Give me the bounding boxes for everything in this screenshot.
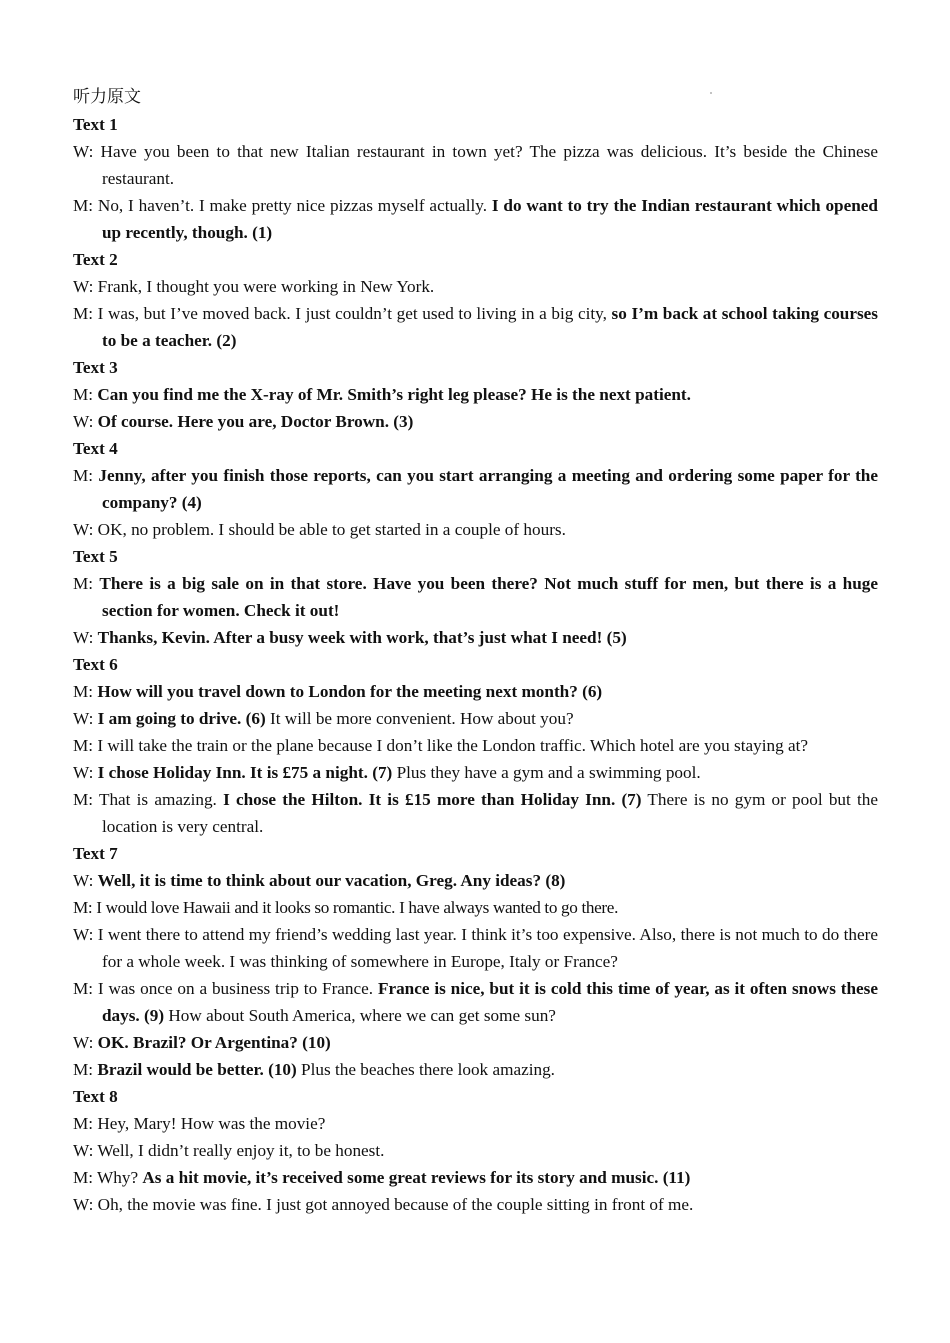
dialogue-line xyxy=(73,570,878,624)
dialogue-text: Plus they have a gym and a swimming pool. xyxy=(392,763,701,782)
dialogue-text: M: xyxy=(73,466,99,485)
dialogue-text: M: Hey, Mary! How was the movie? xyxy=(73,1114,326,1133)
dialogue-text: M: I was, but I’ve moved back. I just couldn’t get used to living in a big city, xyxy=(73,304,612,323)
dialogue-text: M: Why? xyxy=(73,1168,143,1187)
dialogue-line xyxy=(73,408,878,435)
dialogue-text: W: xyxy=(73,412,98,431)
dialogue-line xyxy=(73,624,878,651)
dialogue-line xyxy=(73,759,878,786)
section-heading: Text 4 xyxy=(73,439,118,458)
dialogue-line xyxy=(73,381,878,408)
dialogue-text: How about South America, where we can get some sun? xyxy=(164,1006,556,1025)
answer-highlight: I chose the Hilton. It is £15 more than Holiday Inn. (7) xyxy=(223,790,642,809)
dialogue-text: There is no gym or pool but the location is very central. xyxy=(102,790,878,836)
dialogue-text: W: xyxy=(73,1033,98,1052)
dialogue-line xyxy=(73,138,878,192)
dialogue-text: M: That is amazing. xyxy=(73,790,224,809)
answer-highlight: I chose Holiday Inn. It is £75 a night. (7) xyxy=(97,763,393,782)
dialogue-line xyxy=(73,1137,878,1164)
transcript-page xyxy=(73,83,878,1218)
answer-highlight: I do want to try the Indian restaurant which opened up recently, though. (1) xyxy=(102,196,878,242)
dialogue-line xyxy=(73,786,878,840)
section-heading: Text 2 xyxy=(73,250,118,269)
dialogue-text: M: I will take the train or the plane because I don’t like the London traffic. Which hotel are you staying at? xyxy=(73,736,809,755)
dialogue-line xyxy=(73,921,878,975)
answer-highlight: As a hit movie, it’s received some great reviews for its story and music. (11) xyxy=(142,1168,691,1187)
dialogue-line xyxy=(73,300,878,354)
section-heading: Text 3 xyxy=(73,358,118,377)
dialogue-text: W: xyxy=(73,709,98,728)
dialogue-text: M: xyxy=(73,682,98,701)
dialogue-line xyxy=(73,1191,878,1218)
dialogue-text: W: Well, I didn’t really enjoy it, to be honest. xyxy=(73,1141,385,1160)
dialogue-text: Plus the beaches there look amazing. xyxy=(296,1060,555,1079)
dialogue-line xyxy=(73,1056,878,1083)
dialogue-line xyxy=(73,705,878,732)
dialogue-line xyxy=(73,732,878,759)
dialogue-text: W: xyxy=(73,871,98,890)
dialogue-text: W: Oh, the movie was fine. I just got annoyed because of the couple sitting in front of me. xyxy=(73,1195,694,1214)
dialogue-text: W: Frank, I thought you were working in New York. xyxy=(73,277,435,296)
dialogue-text: W: OK, no problem. I should be able to get started in a couple of hours. xyxy=(73,520,566,539)
dialogue-text: It will be more convenient. How about you? xyxy=(265,709,574,728)
answer-highlight: Of course. Here you are, Doctor Brown. (3) xyxy=(97,412,414,431)
dialogue-text: W: xyxy=(73,628,98,647)
answer-highlight: Well, it is time to think about our vacation, Greg. Any ideas? (8) xyxy=(97,871,566,890)
answer-highlight: How will you travel down to London for the meeting next month? (6) xyxy=(97,682,603,701)
dialogue-text: M: I was once on a business trip to France. xyxy=(73,979,378,998)
section-heading: Text 1 xyxy=(73,115,118,134)
section-heading: Text 6 xyxy=(73,655,118,674)
dialogue-text: M: xyxy=(73,1060,98,1079)
dialogue-line xyxy=(73,867,878,894)
dialogue-line xyxy=(73,1110,878,1137)
dialogue-text: M: xyxy=(73,385,98,404)
answer-highlight: Can you find me the X-ray of Mr. Smith’s right leg please? He is the next patient. xyxy=(97,385,691,404)
dialogue-line xyxy=(73,192,878,246)
dialogue-line xyxy=(73,1164,878,1191)
answer-highlight: Jenny, after you finish those reports, can you start arranging a meeting and ordering some paper for the company? (4) xyxy=(98,466,878,512)
dialogue-line xyxy=(73,975,878,1029)
transcript-sections xyxy=(73,111,878,1218)
section-heading: Text 5 xyxy=(73,547,118,566)
dialogue-line xyxy=(73,462,878,516)
dialogue-line xyxy=(73,1029,878,1056)
answer-highlight: There is a big sale on in that store. Have you been there? Not much stuff for men, but there is a huge section for women. Check it out! xyxy=(99,574,879,620)
dialogue-text: M: xyxy=(73,574,100,593)
dialogue-text: W: Have you been to that new Italian restaurant in town yet? The pizza was delicious. It’s beside the Chinese restaurant. xyxy=(73,142,878,188)
answer-highlight: so I’m back at school taking courses to be a teacher. (2) xyxy=(102,304,878,350)
dialogue-text: M: No, I haven’t. I make pretty nice pizzas myself actually. xyxy=(73,196,492,215)
dialogue-line xyxy=(73,516,878,543)
dialogue-text: W: I went there to attend my friend’s wedding last year. I think it’s too expensive. Also, there is not much to do there for a whole week. I was thinking of somewhere in Europe, Italy or France? xyxy=(73,925,878,971)
answer-highlight: Brazil would be better. (10) xyxy=(97,1060,297,1079)
dialogue-text: M: I would love Hawaii and it looks so romantic. I have always wanted to go there. xyxy=(73,898,619,917)
section-heading: Text 8 xyxy=(73,1087,118,1106)
dialogue-text: W: xyxy=(73,763,98,782)
answer-highlight: I am going to drive. (6) xyxy=(97,709,266,728)
answer-highlight: France is nice, but it is cold this time of year, as it often snows these days. (9) xyxy=(102,979,878,1025)
answer-highlight: Thanks, Kevin. After a busy week with work, that’s just what I need! (5) xyxy=(97,628,627,647)
dialogue-line xyxy=(73,273,878,300)
page-title: 听力原文 xyxy=(73,87,141,107)
answer-highlight: OK. Brazil? Or Argentina? (10) xyxy=(97,1033,331,1052)
dialogue-line xyxy=(73,894,878,921)
section-heading: Text 7 xyxy=(73,844,118,863)
dialogue-line xyxy=(73,678,878,705)
